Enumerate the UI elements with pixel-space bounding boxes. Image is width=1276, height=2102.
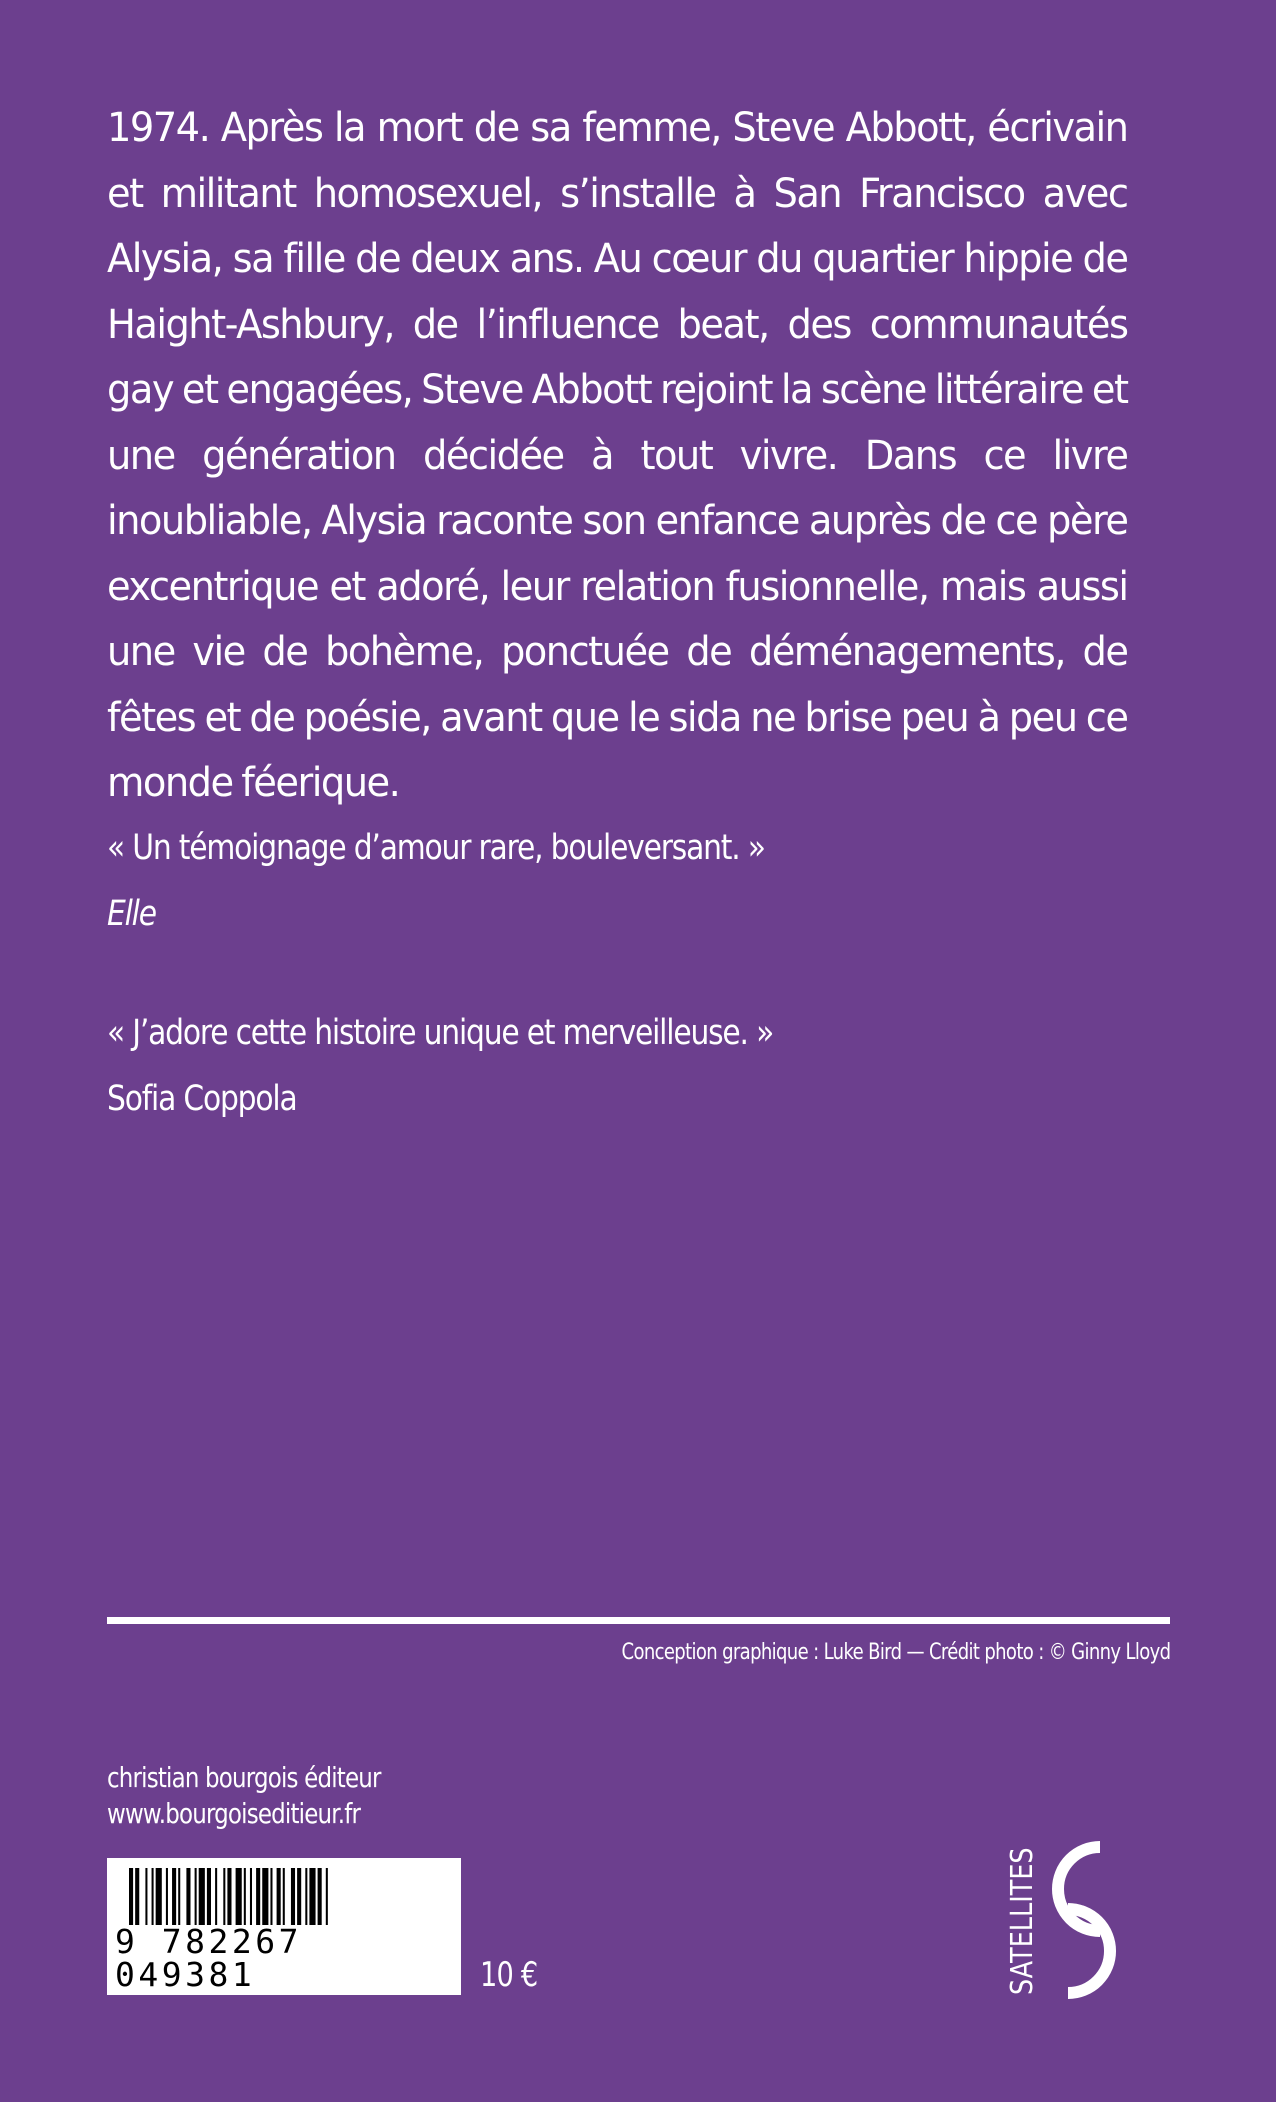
isbn-barcode [107,1858,461,1995]
design-photo-credits: Conception graphique : Luke Bird — Crédit photo : © Ginny Lloyd [621,1640,1170,1665]
price-label: 10 € [480,1955,538,1995]
blurb-text: 1974. Après la mort de sa femme, Steve Abbott, écrivain et militant homosexuel, s’installe à San Francisco avec Alysia, sa fille de deux ans. Au cœur du quartier hippie de Haight-Ashbury, de l’influence beat, des communautés gay et engagées, Steve Abbott rejoint la scène littéraire et une génération décidée à tout vivre. Dans ce livre inoubliable, Alysia raconte son enfance auprès de ce père excentrique et adoré, leur relation fusionnelle, mais aussi une vie de bohème, ponctuée de déménagements, de fêtes et de poésie, avant que le sida ne brise peu à peu ce monde féerique. [107,105,1128,806]
review-quote-source: Elle [107,894,156,934]
satellites-logo-icon [1000,1835,1180,2005]
review-quote-text: « Un témoignage d’amour rare, bouleversant. » [107,828,765,868]
publisher-info [107,1760,381,1832]
series-name-text: SATELLITES [1005,1847,1040,1995]
review-quote-1 [107,815,765,947]
isbn-digits: 9 782267 049381 [113,1925,461,1991]
publisher-name: christian bourgois éditeur [107,1761,381,1794]
review-quote-text: « J’adore cette histoire unique et merveilleuse. » [107,1013,774,1053]
publisher-website: www.bourgoiseditieur.fr [107,1797,361,1830]
review-quote-source: Sofia Coppola [107,1079,297,1119]
review-quote-2 [107,1000,773,1132]
divider-rule [107,1617,1170,1624]
